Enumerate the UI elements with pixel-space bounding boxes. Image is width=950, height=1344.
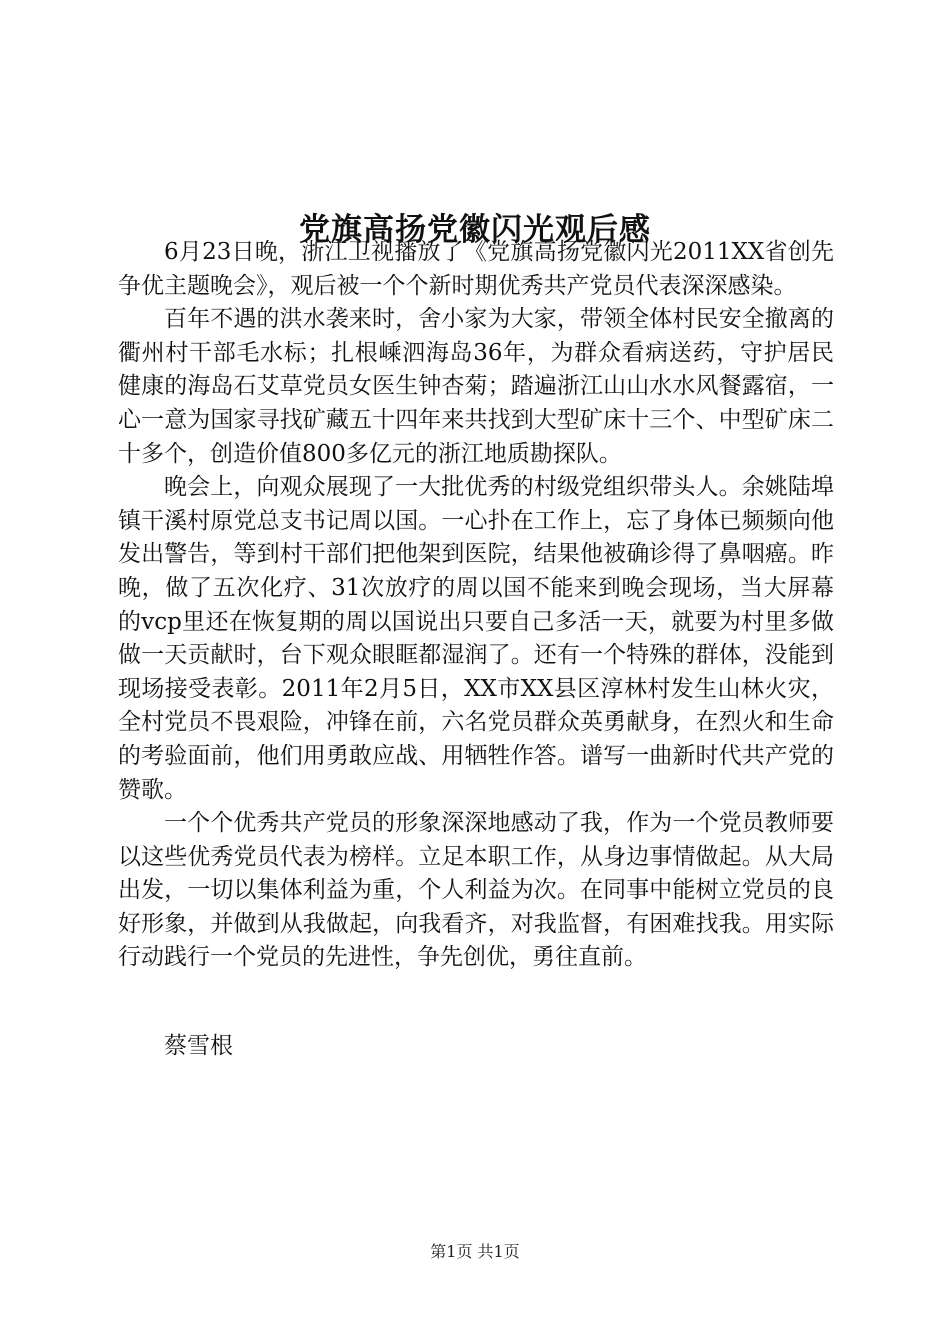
author-signature: 蔡雪根 [164,1033,233,1059]
document-body [118,236,834,975]
paragraph-2: 百年不遇的洪水袭来时，舍小家为大家，带领全体村民安全撤离的衢州村干部毛水标；扎根嵊泗海岛36年，为群众看病送药，守护居民健康的海岛石艾草党员女医生钟杏菊；踏遍浙江山山水水风餐露宿，一心一意为国家寻找矿藏五十四年来共找到大型矿床十三个、中型矿床二十多个，创造价值800多亿元的浙江地质勘探队。 [118,306,834,467]
document-title: 党旗高扬党徽闪光观后感 [299,211,651,248]
paragraph-3: 晚会上，向观众展现了一大批优秀的村级党组织带头人。余姚陆埠镇干溪村原党总支书记周以国。一心扑在工作上，忘了身体已频频向他发出警告，等到村干部们把他架到医院，结果他被确诊得了鼻咽癌。昨晚，做了五次化疗、31次放疗的周以国不能来到晚会现场，当大屏幕的vcp里还在恢复期的周以国说出只要自己多活一天，就要为村里多做做一天贡献时，台下观众眼眶都湿润了。还有一个特殊的群体，没能到现场接受表彰。2011年2月5日，XX市XX县区淳林村发生山林火灾，全村党员不畏艰险，冲锋在前，六名党员群众英勇献身，在烈火和生命的考验面前，他们用勇敢应战、用牺牲作答。谱写一曲新时代共产党的赞歌。 [118,474,834,803]
paragraph-4: 一个个优秀共产党员的形象深深地感动了我，作为一个党员教师要以这些优秀党员代表为榜样。立足本职工作，从身边事情做起。从大局出发，一切以集体利益为重，个人利益为次。在同事中能树立党员的良好形象，并做到从我做起，向我看齐，对我监督，有困难找我。用实际行动践行一个党员的先进性，争先创优，勇往直前。 [118,810,834,971]
paragraph-1: 6月23日晚，浙江卫视播放了《党旗高扬党徽闪光2011XX省创先争优主题晚会》，观后被一个个新时期优秀共产党员代表深深感染。 [118,239,834,299]
page-number-footer: 第1页 共1页 [430,1242,520,1261]
